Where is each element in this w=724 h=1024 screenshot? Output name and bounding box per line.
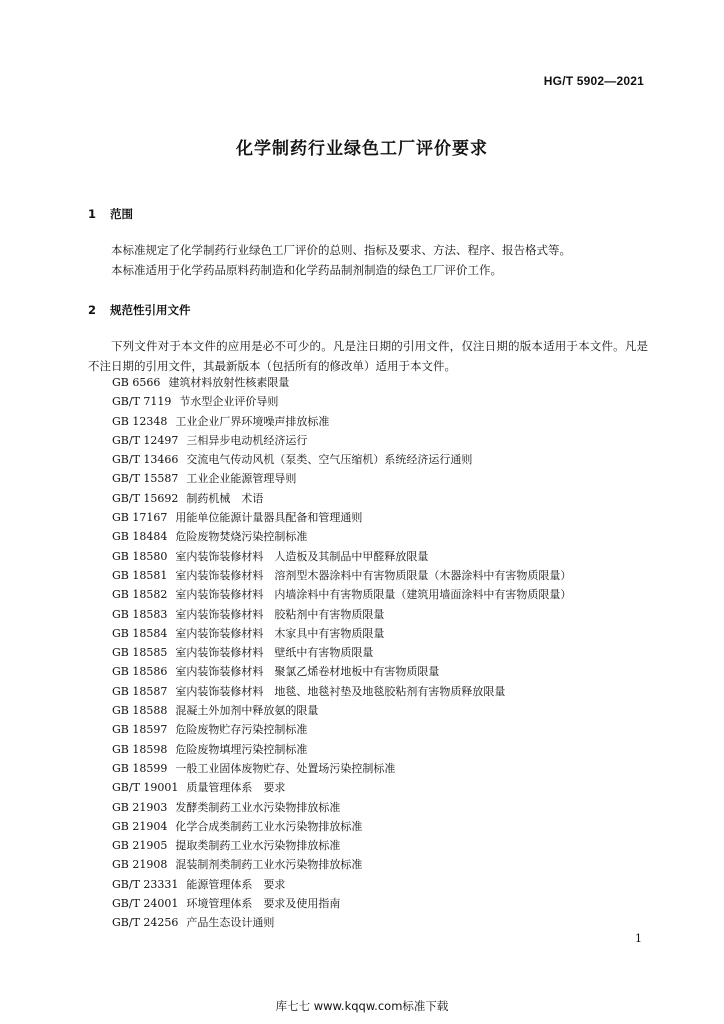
reference-title: 环境管理体系 要求及使用指南: [186, 897, 341, 911]
reference-code: GB 18584: [112, 626, 168, 640]
reference-item: [112, 778, 571, 797]
reference-title: 室内装饰装修材料 壁纸中有害物质限量: [175, 646, 374, 660]
section-2-heading: [88, 302, 191, 318]
reference-item: [112, 836, 571, 855]
reference-code: GB 21905: [112, 839, 168, 853]
references-intro: 下列文件对于本文件的应用是必不可少的。凡是注日期的引用文件，仅注日期的版本适用于本文件。凡是不注日期的引用文件，其最新版本（包括所有的修改单）适用于本文件。: [88, 339, 648, 373]
reference-title: 混凝土外加剂中释放氨的限量: [175, 704, 319, 718]
reference-item: [112, 759, 571, 778]
reference-code: GB 18581: [112, 568, 168, 582]
reference-item: [112, 508, 571, 527]
reference-item: [112, 585, 571, 604]
reference-item: [112, 431, 571, 450]
reference-title: 室内装饰装修材料 木家具中有害物质限量: [175, 626, 385, 640]
reference-item: [112, 894, 571, 913]
reference-item: [112, 720, 571, 739]
section-1-heading: [88, 206, 133, 222]
reference-title: 室内装饰装修材料 聚氯乙烯卷材地板中有害物质限量: [175, 665, 440, 679]
reference-code: GB 18587: [112, 684, 168, 698]
page-number: 1: [635, 932, 642, 945]
reference-title: 危险废物填埋污染控制标准: [175, 742, 308, 756]
reference-title: 危险废物贮存污染控制标准: [175, 723, 308, 737]
reference-code: GB/T 12497: [112, 433, 179, 447]
reference-code: GB 12348: [112, 414, 168, 428]
reference-item: [112, 373, 571, 392]
reference-title: 一般工业固体废物贮存、处置场污染控制标准: [175, 761, 396, 775]
reference-item: [112, 817, 571, 836]
reference-item: [112, 469, 571, 488]
reference-code: GB 17167: [112, 511, 168, 525]
reference-item: [112, 392, 571, 411]
reference-item: [112, 798, 571, 817]
reference-list: [112, 373, 571, 933]
reference-title: 室内装饰装修材料 地毯、地毯衬垫及地毯胶粘剂有害物质释放限量: [175, 684, 506, 698]
reference-title: 产品生态设计通则: [186, 916, 275, 930]
reference-title: 化学合成类制药工业水污染物排放标准: [175, 819, 363, 833]
reference-title: 用能单位能源计量器具配备和管理通则: [175, 511, 363, 525]
reference-item: [112, 527, 571, 546]
reference-item: [112, 913, 571, 932]
reference-code: GB/T 19001: [112, 781, 179, 795]
reference-code: GB 6566: [112, 376, 161, 389]
reference-item: [112, 605, 571, 624]
reference-item: [112, 682, 571, 701]
reference-item: [112, 662, 571, 681]
reference-title: 建筑材料放射性核素限量: [168, 376, 290, 389]
reference-code: GB 18582: [112, 588, 168, 602]
reference-title: 室内装饰装修材料 内墙涂料中有害物质限量（建筑用墙面涂料中有害物质限量）: [175, 588, 572, 602]
reference-title: 制药机械 术语: [186, 491, 264, 505]
reference-code: GB/T 23331: [112, 877, 179, 891]
reference-title: 质量管理体系 要求: [186, 781, 286, 795]
reference-code: GB 18484: [112, 530, 168, 544]
reference-item: [112, 547, 571, 566]
reference-title: 交流电气传动风机（泵类、空气压缩机）系统经济运行通则: [186, 453, 473, 467]
section-2-title: 规范性引用文件: [110, 303, 191, 317]
reference-code: GB/T 24256: [112, 916, 179, 930]
reference-item: [112, 412, 571, 431]
reference-code: GB 18598: [112, 742, 168, 756]
reference-code: GB/T 15692: [112, 491, 179, 505]
footer-watermark: 库七七 www.kqqw.com标准下载: [275, 999, 449, 1013]
reference-item: [112, 740, 571, 759]
reference-code: GB 18588: [112, 704, 168, 718]
reference-code: GB/T 15587: [112, 472, 179, 486]
reference-item: [112, 875, 571, 894]
reference-code: GB 21908: [112, 858, 168, 872]
reference-title: 发酵类制药工业水污染物排放标准: [175, 800, 341, 814]
standard-code: HG/T 5902—2021: [543, 74, 644, 88]
section-1-number: 1: [88, 207, 97, 221]
reference-code: GB 18586: [112, 665, 168, 679]
reference-item: [112, 566, 571, 585]
reference-code: GB 21903: [112, 800, 168, 814]
reference-title: 三相异步电动机经济运行: [186, 433, 308, 447]
reference-item: [112, 450, 571, 469]
reference-title: 工业企业厂界环境噪声排放标准: [175, 414, 330, 428]
reference-item: [112, 643, 571, 662]
reference-code: GB 18585: [112, 646, 168, 660]
reference-item: [112, 701, 571, 720]
reference-title: 能源管理体系 要求: [186, 877, 286, 891]
reference-code: GB/T 24001: [112, 897, 179, 911]
reference-code: GB/T 13466: [112, 453, 179, 467]
reference-item: [112, 624, 571, 643]
reference-title: 节水型企业评价导则: [179, 395, 279, 409]
reference-code: GB/T 7119: [112, 395, 172, 409]
reference-item: [112, 855, 571, 874]
reference-title: 室内装饰装修材料 胶粘剂中有害物质限量: [175, 607, 385, 621]
section-1-title: 范围: [110, 207, 133, 221]
reference-code: GB 18597: [112, 723, 168, 737]
reference-code: GB 21904: [112, 819, 168, 833]
scope-paragraph-1: 本标准规定了化学制药行业绿色工厂评价的总则、指标及要求、方法、程序、报告格式等。: [111, 243, 571, 257]
reference-title: 提取类制药工业水污染物排放标准: [175, 839, 341, 853]
reference-item: [112, 489, 571, 508]
reference-title: 室内装饰装修材料 溶剂型木器涂料中有害物质限量（木器涂料中有害物质限量）: [175, 568, 572, 582]
reference-title: 危险废物焚烧污染控制标准: [175, 530, 308, 544]
reference-title: 混装制剂类制药工业水污染物排放标准: [175, 858, 363, 872]
reference-code: GB 18599: [112, 761, 168, 775]
reference-code: GB 18583: [112, 607, 168, 621]
scope-paragraph-2: 本标准适用于化学药品原料药制造和化学药品制剂制造的绿色工厂评价工作。: [111, 263, 502, 277]
section-2-number: 2: [88, 303, 97, 317]
reference-title: 室内装饰装修材料 人造板及其制品中甲醛释放限量: [175, 549, 429, 563]
reference-code: GB 18580: [112, 549, 168, 563]
reference-title: 工业企业能源管理导则: [186, 472, 297, 486]
document-title: 化学制药行业绿色工厂评价要求: [236, 139, 488, 159]
